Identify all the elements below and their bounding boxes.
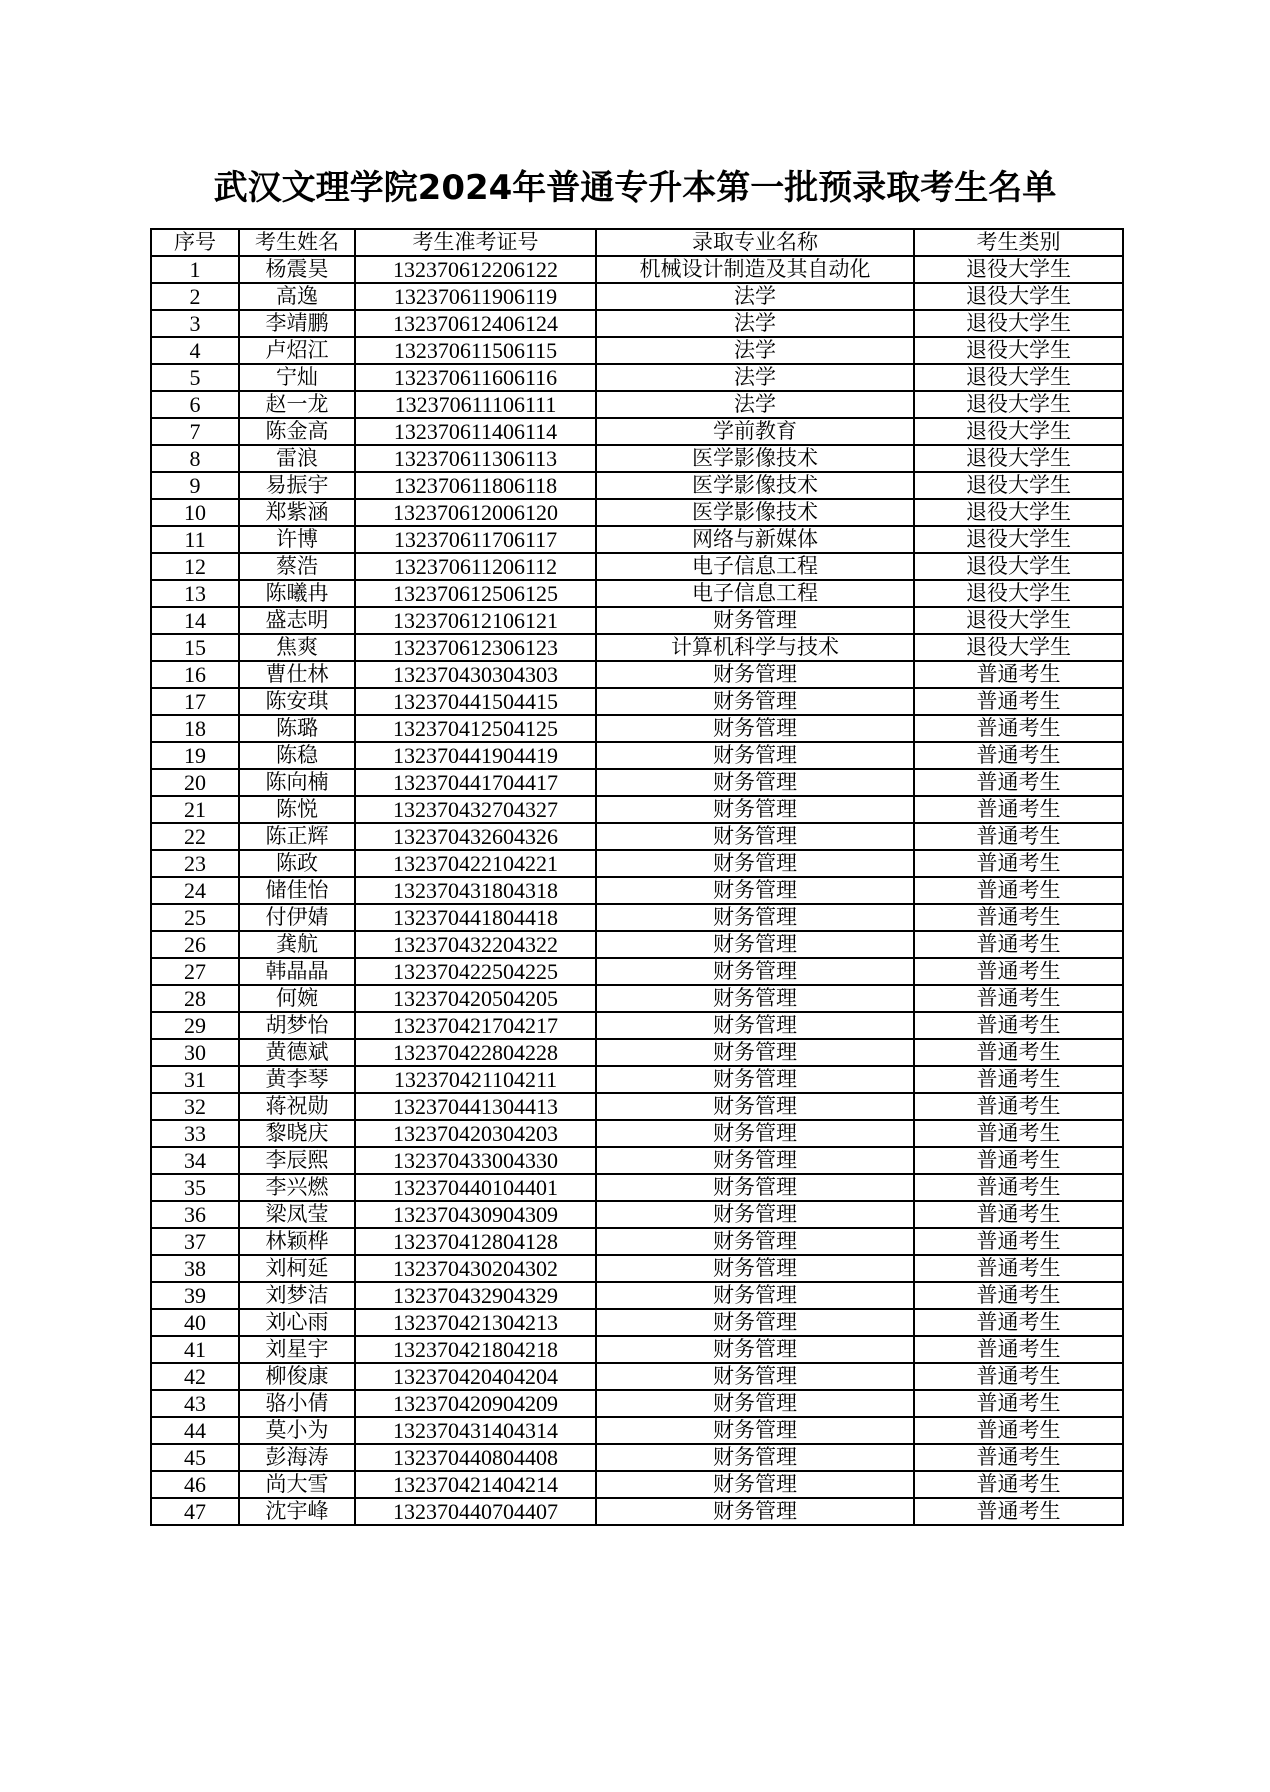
table-row [151, 580, 1123, 607]
cell-major: 财务管理 [596, 1039, 914, 1066]
cell-category: 普通考生 [914, 1147, 1123, 1174]
cell-exam-id: 132370440704407 [355, 1498, 596, 1525]
cell-exam-id: 132370433004330 [355, 1147, 596, 1174]
cell-name: 许博 [239, 526, 355, 553]
cell-category: 普通考生 [914, 1201, 1123, 1228]
cell-exam-id: 132370441804418 [355, 904, 596, 931]
table-row [151, 1444, 1123, 1471]
cell-major: 财务管理 [596, 661, 914, 688]
cell-major: 学前教育 [596, 418, 914, 445]
cell-major: 财务管理 [596, 877, 914, 904]
cell-exam-id: 132370611806118 [355, 472, 596, 499]
table-row [151, 769, 1123, 796]
cell-exam-id: 132370422804228 [355, 1039, 596, 1066]
table-row [151, 256, 1123, 283]
cell-category: 普通考生 [914, 1012, 1123, 1039]
table-row [151, 850, 1123, 877]
cell-name: 林颖桦 [239, 1228, 355, 1255]
table-row [151, 1012, 1123, 1039]
table-row [151, 1282, 1123, 1309]
cell-exam-id: 132370441504415 [355, 688, 596, 715]
cell-exam-id: 132370430204302 [355, 1255, 596, 1282]
cell-name: 黎晓庆 [239, 1120, 355, 1147]
table-row [151, 1498, 1123, 1525]
cell-category: 普通考生 [914, 931, 1123, 958]
cell-name: 刘梦洁 [239, 1282, 355, 1309]
cell-name: 刘心雨 [239, 1309, 355, 1336]
cell-serial: 2 [151, 283, 239, 310]
cell-serial: 12 [151, 553, 239, 580]
cell-major: 财务管理 [596, 1390, 914, 1417]
table-row [151, 499, 1123, 526]
cell-major: 财务管理 [596, 1201, 914, 1228]
table-row [151, 1039, 1123, 1066]
table-row [151, 364, 1123, 391]
cell-major: 财务管理 [596, 985, 914, 1012]
cell-serial: 24 [151, 877, 239, 904]
cell-major: 财务管理 [596, 769, 914, 796]
table-row [151, 1066, 1123, 1093]
table-row [151, 1336, 1123, 1363]
table-row [151, 661, 1123, 688]
cell-major: 财务管理 [596, 958, 914, 985]
cell-major: 财务管理 [596, 1093, 914, 1120]
cell-category: 普通考生 [914, 1093, 1123, 1120]
cell-name: 陈正辉 [239, 823, 355, 850]
cell-exam-id: 132370432904329 [355, 1282, 596, 1309]
cell-major: 财务管理 [596, 796, 914, 823]
cell-exam-id: 132370612406124 [355, 310, 596, 337]
table-row [151, 283, 1123, 310]
cell-category: 普通考生 [914, 769, 1123, 796]
table-row [151, 1201, 1123, 1228]
cell-exam-id: 132370441704417 [355, 769, 596, 796]
cell-serial: 32 [151, 1093, 239, 1120]
cell-category: 普通考生 [914, 1390, 1123, 1417]
cell-serial: 10 [151, 499, 239, 526]
cell-name: 陈安琪 [239, 688, 355, 715]
cell-major: 财务管理 [596, 1147, 914, 1174]
cell-exam-id: 132370612006120 [355, 499, 596, 526]
cell-serial: 37 [151, 1228, 239, 1255]
table-row [151, 1417, 1123, 1444]
admission-list-table [150, 228, 1124, 1526]
cell-category: 普通考生 [914, 850, 1123, 877]
cell-major: 财务管理 [596, 1228, 914, 1255]
cell-major: 电子信息工程 [596, 553, 914, 580]
cell-serial: 23 [151, 850, 239, 877]
cell-category: 普通考生 [914, 1255, 1123, 1282]
cell-name: 陈悦 [239, 796, 355, 823]
header-name: 考生姓名 [239, 229, 355, 256]
cell-major: 财务管理 [596, 1120, 914, 1147]
cell-serial: 15 [151, 634, 239, 661]
cell-name: 陈金高 [239, 418, 355, 445]
table-row [151, 1471, 1123, 1498]
cell-major: 财务管理 [596, 1012, 914, 1039]
cell-serial: 14 [151, 607, 239, 634]
cell-major: 法学 [596, 310, 914, 337]
cell-serial: 44 [151, 1417, 239, 1444]
cell-exam-id: 132370420904209 [355, 1390, 596, 1417]
cell-name: 赵一龙 [239, 391, 355, 418]
cell-serial: 20 [151, 769, 239, 796]
cell-exam-id: 132370420304203 [355, 1120, 596, 1147]
cell-exam-id: 132370421104211 [355, 1066, 596, 1093]
table-row [151, 634, 1123, 661]
cell-exam-id: 132370611506115 [355, 337, 596, 364]
cell-major: 财务管理 [596, 1255, 914, 1282]
cell-serial: 3 [151, 310, 239, 337]
cell-major: 财务管理 [596, 688, 914, 715]
cell-serial: 38 [151, 1255, 239, 1282]
cell-name: 易振宇 [239, 472, 355, 499]
cell-name: 蒋祝勋 [239, 1093, 355, 1120]
cell-serial: 11 [151, 526, 239, 553]
cell-name: 付伊婧 [239, 904, 355, 931]
cell-category: 普通考生 [914, 1471, 1123, 1498]
cell-name: 骆小倩 [239, 1390, 355, 1417]
cell-exam-id: 132370412804128 [355, 1228, 596, 1255]
cell-name: 陈曦冉 [239, 580, 355, 607]
cell-serial: 31 [151, 1066, 239, 1093]
cell-exam-id: 132370611706117 [355, 526, 596, 553]
cell-name: 莫小为 [239, 1417, 355, 1444]
cell-exam-id: 132370440104401 [355, 1174, 596, 1201]
cell-major: 网络与新媒体 [596, 526, 914, 553]
cell-serial: 6 [151, 391, 239, 418]
cell-name: 刘星宇 [239, 1336, 355, 1363]
cell-name: 何婉 [239, 985, 355, 1012]
cell-major: 财务管理 [596, 1471, 914, 1498]
cell-exam-id: 132370612106121 [355, 607, 596, 634]
cell-major: 计算机科学与技术 [596, 634, 914, 661]
table-row [151, 553, 1123, 580]
cell-exam-id: 132370441904419 [355, 742, 596, 769]
cell-major: 财务管理 [596, 1066, 914, 1093]
cell-category: 普通考生 [914, 1039, 1123, 1066]
cell-name: 胡梦怡 [239, 1012, 355, 1039]
cell-name: 沈宇峰 [239, 1498, 355, 1525]
header-major: 录取专业名称 [596, 229, 914, 256]
cell-serial: 27 [151, 958, 239, 985]
table-row [151, 1309, 1123, 1336]
cell-category: 普通考生 [914, 1309, 1123, 1336]
cell-exam-id: 132370430304303 [355, 661, 596, 688]
table-row [151, 418, 1123, 445]
cell-serial: 9 [151, 472, 239, 499]
table-row [151, 688, 1123, 715]
cell-exam-id: 132370430904309 [355, 1201, 596, 1228]
cell-category: 普通考生 [914, 1363, 1123, 1390]
table-row [151, 337, 1123, 364]
cell-exam-id: 132370422104221 [355, 850, 596, 877]
cell-exam-id: 132370611206112 [355, 553, 596, 580]
cell-exam-id: 132370612506125 [355, 580, 596, 607]
table-header-row [151, 229, 1123, 256]
header-serial: 序号 [151, 229, 239, 256]
cell-major: 财务管理 [596, 715, 914, 742]
cell-serial: 7 [151, 418, 239, 445]
cell-name: 盛志明 [239, 607, 355, 634]
cell-category: 普通考生 [914, 877, 1123, 904]
table-row [151, 1147, 1123, 1174]
cell-major: 财务管理 [596, 607, 914, 634]
cell-name: 韩晶晶 [239, 958, 355, 985]
cell-name: 蔡浩 [239, 553, 355, 580]
cell-name: 郑紫涵 [239, 499, 355, 526]
cell-exam-id: 132370611606116 [355, 364, 596, 391]
table-row [151, 1120, 1123, 1147]
cell-serial: 22 [151, 823, 239, 850]
cell-name: 李靖鹏 [239, 310, 355, 337]
cell-category: 普通考生 [914, 796, 1123, 823]
cell-exam-id: 132370422504225 [355, 958, 596, 985]
cell-exam-id: 132370421704217 [355, 1012, 596, 1039]
table-row [151, 310, 1123, 337]
cell-exam-id: 132370412504125 [355, 715, 596, 742]
cell-name: 黄德斌 [239, 1039, 355, 1066]
cell-exam-id: 132370611406114 [355, 418, 596, 445]
cell-category: 普通考生 [914, 1417, 1123, 1444]
cell-major: 财务管理 [596, 850, 914, 877]
cell-major: 医学影像技术 [596, 445, 914, 472]
cell-serial: 26 [151, 931, 239, 958]
cell-name: 李兴燃 [239, 1174, 355, 1201]
cell-serial: 35 [151, 1174, 239, 1201]
cell-serial: 4 [151, 337, 239, 364]
cell-category: 退役大学生 [914, 418, 1123, 445]
cell-name: 黄李琴 [239, 1066, 355, 1093]
cell-name: 雷浪 [239, 445, 355, 472]
table-row [151, 877, 1123, 904]
cell-name: 宁灿 [239, 364, 355, 391]
document-title: 武汉文理学院2024年普通专升本第一批预录取考生名单 [213, 168, 1057, 208]
cell-major: 法学 [596, 391, 914, 418]
cell-category: 普通考生 [914, 1120, 1123, 1147]
cell-exam-id: 132370611906119 [355, 283, 596, 310]
cell-category: 普通考生 [914, 742, 1123, 769]
cell-serial: 16 [151, 661, 239, 688]
cell-major: 法学 [596, 337, 914, 364]
cell-category: 退役大学生 [914, 472, 1123, 499]
table-row [151, 1390, 1123, 1417]
cell-major: 财务管理 [596, 1417, 914, 1444]
cell-category: 退役大学生 [914, 499, 1123, 526]
table-row [151, 904, 1123, 931]
cell-serial: 30 [151, 1039, 239, 1066]
cell-name: 柳俊康 [239, 1363, 355, 1390]
cell-category: 退役大学生 [914, 580, 1123, 607]
table-row [151, 1363, 1123, 1390]
cell-exam-id: 132370432704327 [355, 796, 596, 823]
cell-name: 焦爽 [239, 634, 355, 661]
table-body [151, 256, 1123, 1525]
table-row [151, 472, 1123, 499]
cell-name: 陈璐 [239, 715, 355, 742]
cell-serial: 33 [151, 1120, 239, 1147]
cell-major: 财务管理 [596, 931, 914, 958]
cell-major: 法学 [596, 283, 914, 310]
cell-category: 普通考生 [914, 823, 1123, 850]
cell-exam-id: 132370421804218 [355, 1336, 596, 1363]
cell-name: 储佳怡 [239, 877, 355, 904]
table-row [151, 931, 1123, 958]
cell-name: 刘柯延 [239, 1255, 355, 1282]
cell-serial: 28 [151, 985, 239, 1012]
table-row [151, 1174, 1123, 1201]
header-category: 考生类别 [914, 229, 1123, 256]
cell-category: 普通考生 [914, 985, 1123, 1012]
cell-category: 普通考生 [914, 661, 1123, 688]
cell-major: 财务管理 [596, 904, 914, 931]
cell-name: 陈向楠 [239, 769, 355, 796]
cell-exam-id: 132370440804408 [355, 1444, 596, 1471]
cell-major: 财务管理 [596, 1363, 914, 1390]
cell-category: 普通考生 [914, 958, 1123, 985]
cell-serial: 18 [151, 715, 239, 742]
table-row [151, 1228, 1123, 1255]
cell-exam-id: 132370441304413 [355, 1093, 596, 1120]
cell-serial: 43 [151, 1390, 239, 1417]
cell-serial: 29 [151, 1012, 239, 1039]
cell-name: 彭海涛 [239, 1444, 355, 1471]
table-row [151, 715, 1123, 742]
table-row [151, 796, 1123, 823]
table-row [151, 985, 1123, 1012]
cell-serial: 25 [151, 904, 239, 931]
cell-category: 退役大学生 [914, 283, 1123, 310]
cell-serial: 8 [151, 445, 239, 472]
cell-category: 退役大学生 [914, 634, 1123, 661]
cell-category: 普通考生 [914, 1336, 1123, 1363]
cell-major: 财务管理 [596, 823, 914, 850]
cell-major: 财务管理 [596, 1498, 914, 1525]
cell-name: 曹仕林 [239, 661, 355, 688]
cell-serial: 42 [151, 1363, 239, 1390]
cell-category: 退役大学生 [914, 337, 1123, 364]
cell-category: 普通考生 [914, 1066, 1123, 1093]
cell-major: 财务管理 [596, 1444, 914, 1471]
cell-serial: 13 [151, 580, 239, 607]
cell-serial: 45 [151, 1444, 239, 1471]
cell-name: 尚大雪 [239, 1471, 355, 1498]
cell-name: 李辰熙 [239, 1147, 355, 1174]
cell-name: 卢炤江 [239, 337, 355, 364]
cell-category: 普通考生 [914, 715, 1123, 742]
cell-serial: 1 [151, 256, 239, 283]
cell-major: 机械设计制造及其自动化 [596, 256, 914, 283]
cell-exam-id: 132370431404314 [355, 1417, 596, 1444]
cell-name: 陈政 [239, 850, 355, 877]
cell-serial: 46 [151, 1471, 239, 1498]
cell-serial: 47 [151, 1498, 239, 1525]
cell-category: 普通考生 [914, 1174, 1123, 1201]
cell-major: 医学影像技术 [596, 472, 914, 499]
cell-category: 普通考生 [914, 1444, 1123, 1471]
cell-category: 普通考生 [914, 1282, 1123, 1309]
table-row [151, 526, 1123, 553]
cell-category: 普通考生 [914, 688, 1123, 715]
cell-category: 退役大学生 [914, 445, 1123, 472]
cell-category: 退役大学生 [914, 256, 1123, 283]
cell-major: 财务管理 [596, 1282, 914, 1309]
cell-serial: 40 [151, 1309, 239, 1336]
cell-serial: 41 [151, 1336, 239, 1363]
table-row [151, 742, 1123, 769]
cell-major: 电子信息工程 [596, 580, 914, 607]
table-row [151, 958, 1123, 985]
cell-major: 医学影像技术 [596, 499, 914, 526]
table-row [151, 823, 1123, 850]
cell-serial: 39 [151, 1282, 239, 1309]
cell-major: 财务管理 [596, 1309, 914, 1336]
cell-category: 退役大学生 [914, 391, 1123, 418]
cell-category: 退役大学生 [914, 526, 1123, 553]
cell-exam-id: 132370432204322 [355, 931, 596, 958]
cell-serial: 17 [151, 688, 239, 715]
cell-category: 普通考生 [914, 1228, 1123, 1255]
cell-exam-id: 132370420404204 [355, 1363, 596, 1390]
cell-major: 财务管理 [596, 1336, 914, 1363]
cell-name: 陈稳 [239, 742, 355, 769]
cell-serial: 19 [151, 742, 239, 769]
cell-exam-id: 132370612206122 [355, 256, 596, 283]
cell-name: 龚航 [239, 931, 355, 958]
table-row [151, 1093, 1123, 1120]
table-row [151, 391, 1123, 418]
cell-category: 普通考生 [914, 1498, 1123, 1525]
table-row [151, 607, 1123, 634]
cell-exam-id: 132370432604326 [355, 823, 596, 850]
cell-category: 退役大学生 [914, 310, 1123, 337]
cell-category: 退役大学生 [914, 607, 1123, 634]
header-exam-id: 考生准考证号 [355, 229, 596, 256]
cell-serial: 36 [151, 1201, 239, 1228]
cell-category: 普通考生 [914, 904, 1123, 931]
cell-exam-id: 132370611106111 [355, 391, 596, 418]
table-row [151, 445, 1123, 472]
cell-name: 杨震昊 [239, 256, 355, 283]
cell-name: 梁凤莹 [239, 1201, 355, 1228]
table-row [151, 1255, 1123, 1282]
cell-serial: 34 [151, 1147, 239, 1174]
cell-major: 财务管理 [596, 1174, 914, 1201]
cell-exam-id: 132370420504205 [355, 985, 596, 1012]
cell-serial: 21 [151, 796, 239, 823]
cell-exam-id: 132370611306113 [355, 445, 596, 472]
cell-name: 高逸 [239, 283, 355, 310]
cell-exam-id: 132370431804318 [355, 877, 596, 904]
cell-category: 退役大学生 [914, 553, 1123, 580]
cell-exam-id: 132370421404214 [355, 1471, 596, 1498]
cell-major: 财务管理 [596, 742, 914, 769]
cell-major: 法学 [596, 364, 914, 391]
cell-exam-id: 132370421304213 [355, 1309, 596, 1336]
cell-serial: 5 [151, 364, 239, 391]
cell-category: 退役大学生 [914, 364, 1123, 391]
cell-exam-id: 132370612306123 [355, 634, 596, 661]
